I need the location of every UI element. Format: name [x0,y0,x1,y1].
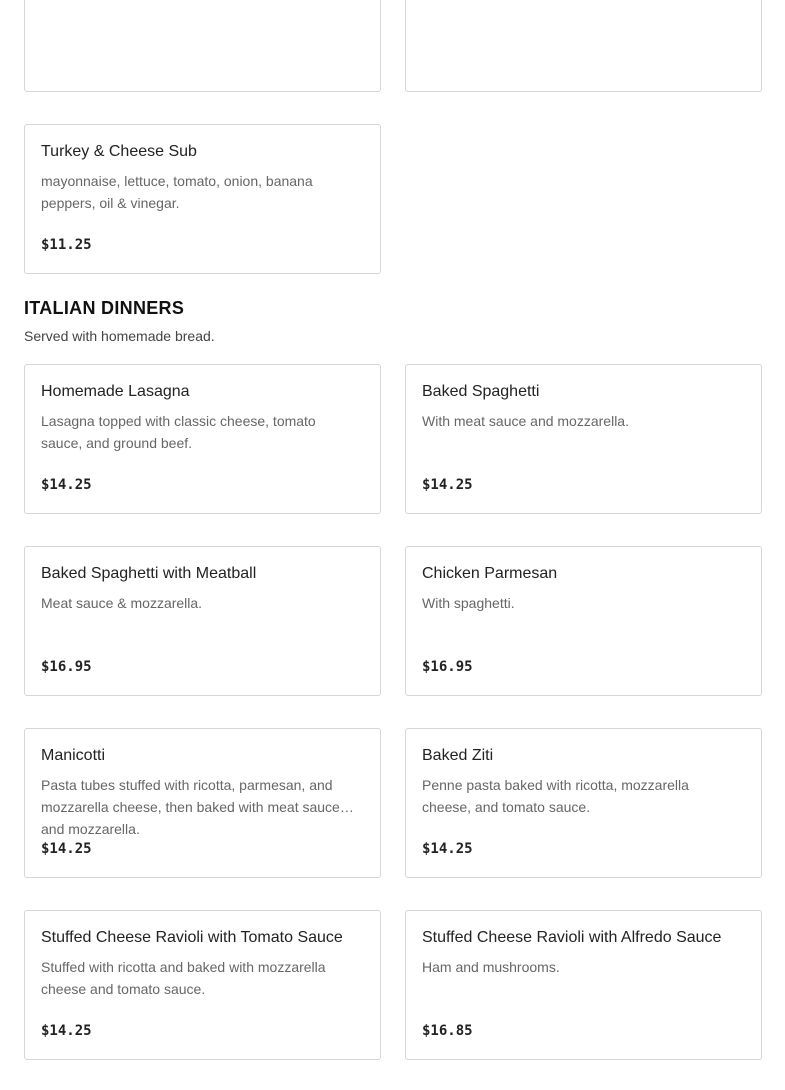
menu-item-description: Penne pasta baked with ricotta, mozzarella cheese, and tomato sauce. [422,777,689,815]
menu-item-price: $14.25 [422,477,473,493]
menu-item-name: Baked Spaghetti with Meatball [41,565,257,582]
menu-item-name: Stuffed Cheese Ravioli with Tomato Sauce [41,929,343,946]
menu-item-price: $16.95 [41,659,92,675]
menu-item-card[interactable] [24,364,381,514]
menu-item-price: $11.25 [41,237,92,253]
menu-item-description: With spaghetti. [422,595,515,611]
menu-item-card[interactable] [405,546,762,696]
menu-item-description: Pasta tubes stuffed with ricotta, parmesan, and mozzarella cheese, then baked with meat sauce and mozzarella. [41,777,340,837]
menu-item-name: Manicotti [41,747,106,764]
menu-item-price: $16.85 [422,1023,473,1039]
menu-item-description: mayonnaise, lettuce, tomato, onion, banana peppers, oil & vinegar. [41,173,313,211]
menu-item-card[interactable] [24,546,381,696]
menu-item-name: Baked Spaghetti [422,383,540,400]
menu-item-card[interactable] [24,910,381,1060]
menu-item-description: Stuffed with ricotta and baked with mozzarella cheese and tomato sauce. [41,959,326,997]
menu-item-price: $14.25 [41,477,92,493]
menu-item-price: $14.25 [422,841,473,857]
menu-item-description: Meat sauce & mozzarella. [41,595,203,611]
menu-item-name: Homemade Lasagna [41,383,190,400]
menu-item-name: Turkey & Cheese Sub [41,143,197,160]
menu-item-card[interactable] [24,124,381,274]
menu-item-name: Baked Ziti [422,747,494,764]
menu-item-card[interactable] [405,728,762,878]
menu-item-price: $14.25 [41,841,92,857]
menu-item-description: Ham and mushrooms. [422,959,560,975]
section-subtitle: Served with homemade bread. [24,328,215,344]
menu-item-card[interactable] [24,0,381,92]
menu-item-description: Lasagna topped with classic cheese, tomato sauce, and ground beef. [41,413,316,451]
menu-item-name: Chicken Parmesan [422,565,558,582]
menu-item-description: With meat sauce and mozzarella. [422,413,629,429]
menu-item-card[interactable] [405,364,762,514]
menu-item-price: $16.95 [422,659,473,675]
menu-item-price: $14.25 [41,1023,92,1039]
menu-item-card[interactable] [405,910,762,1060]
section-title: ITALIAN DINNERS [24,298,185,318]
menu-item-card[interactable] [405,0,762,92]
menu-item-name: Stuffed Cheese Ravioli with Alfredo Sauce [422,929,722,946]
menu-item-card[interactable] [24,728,381,878]
